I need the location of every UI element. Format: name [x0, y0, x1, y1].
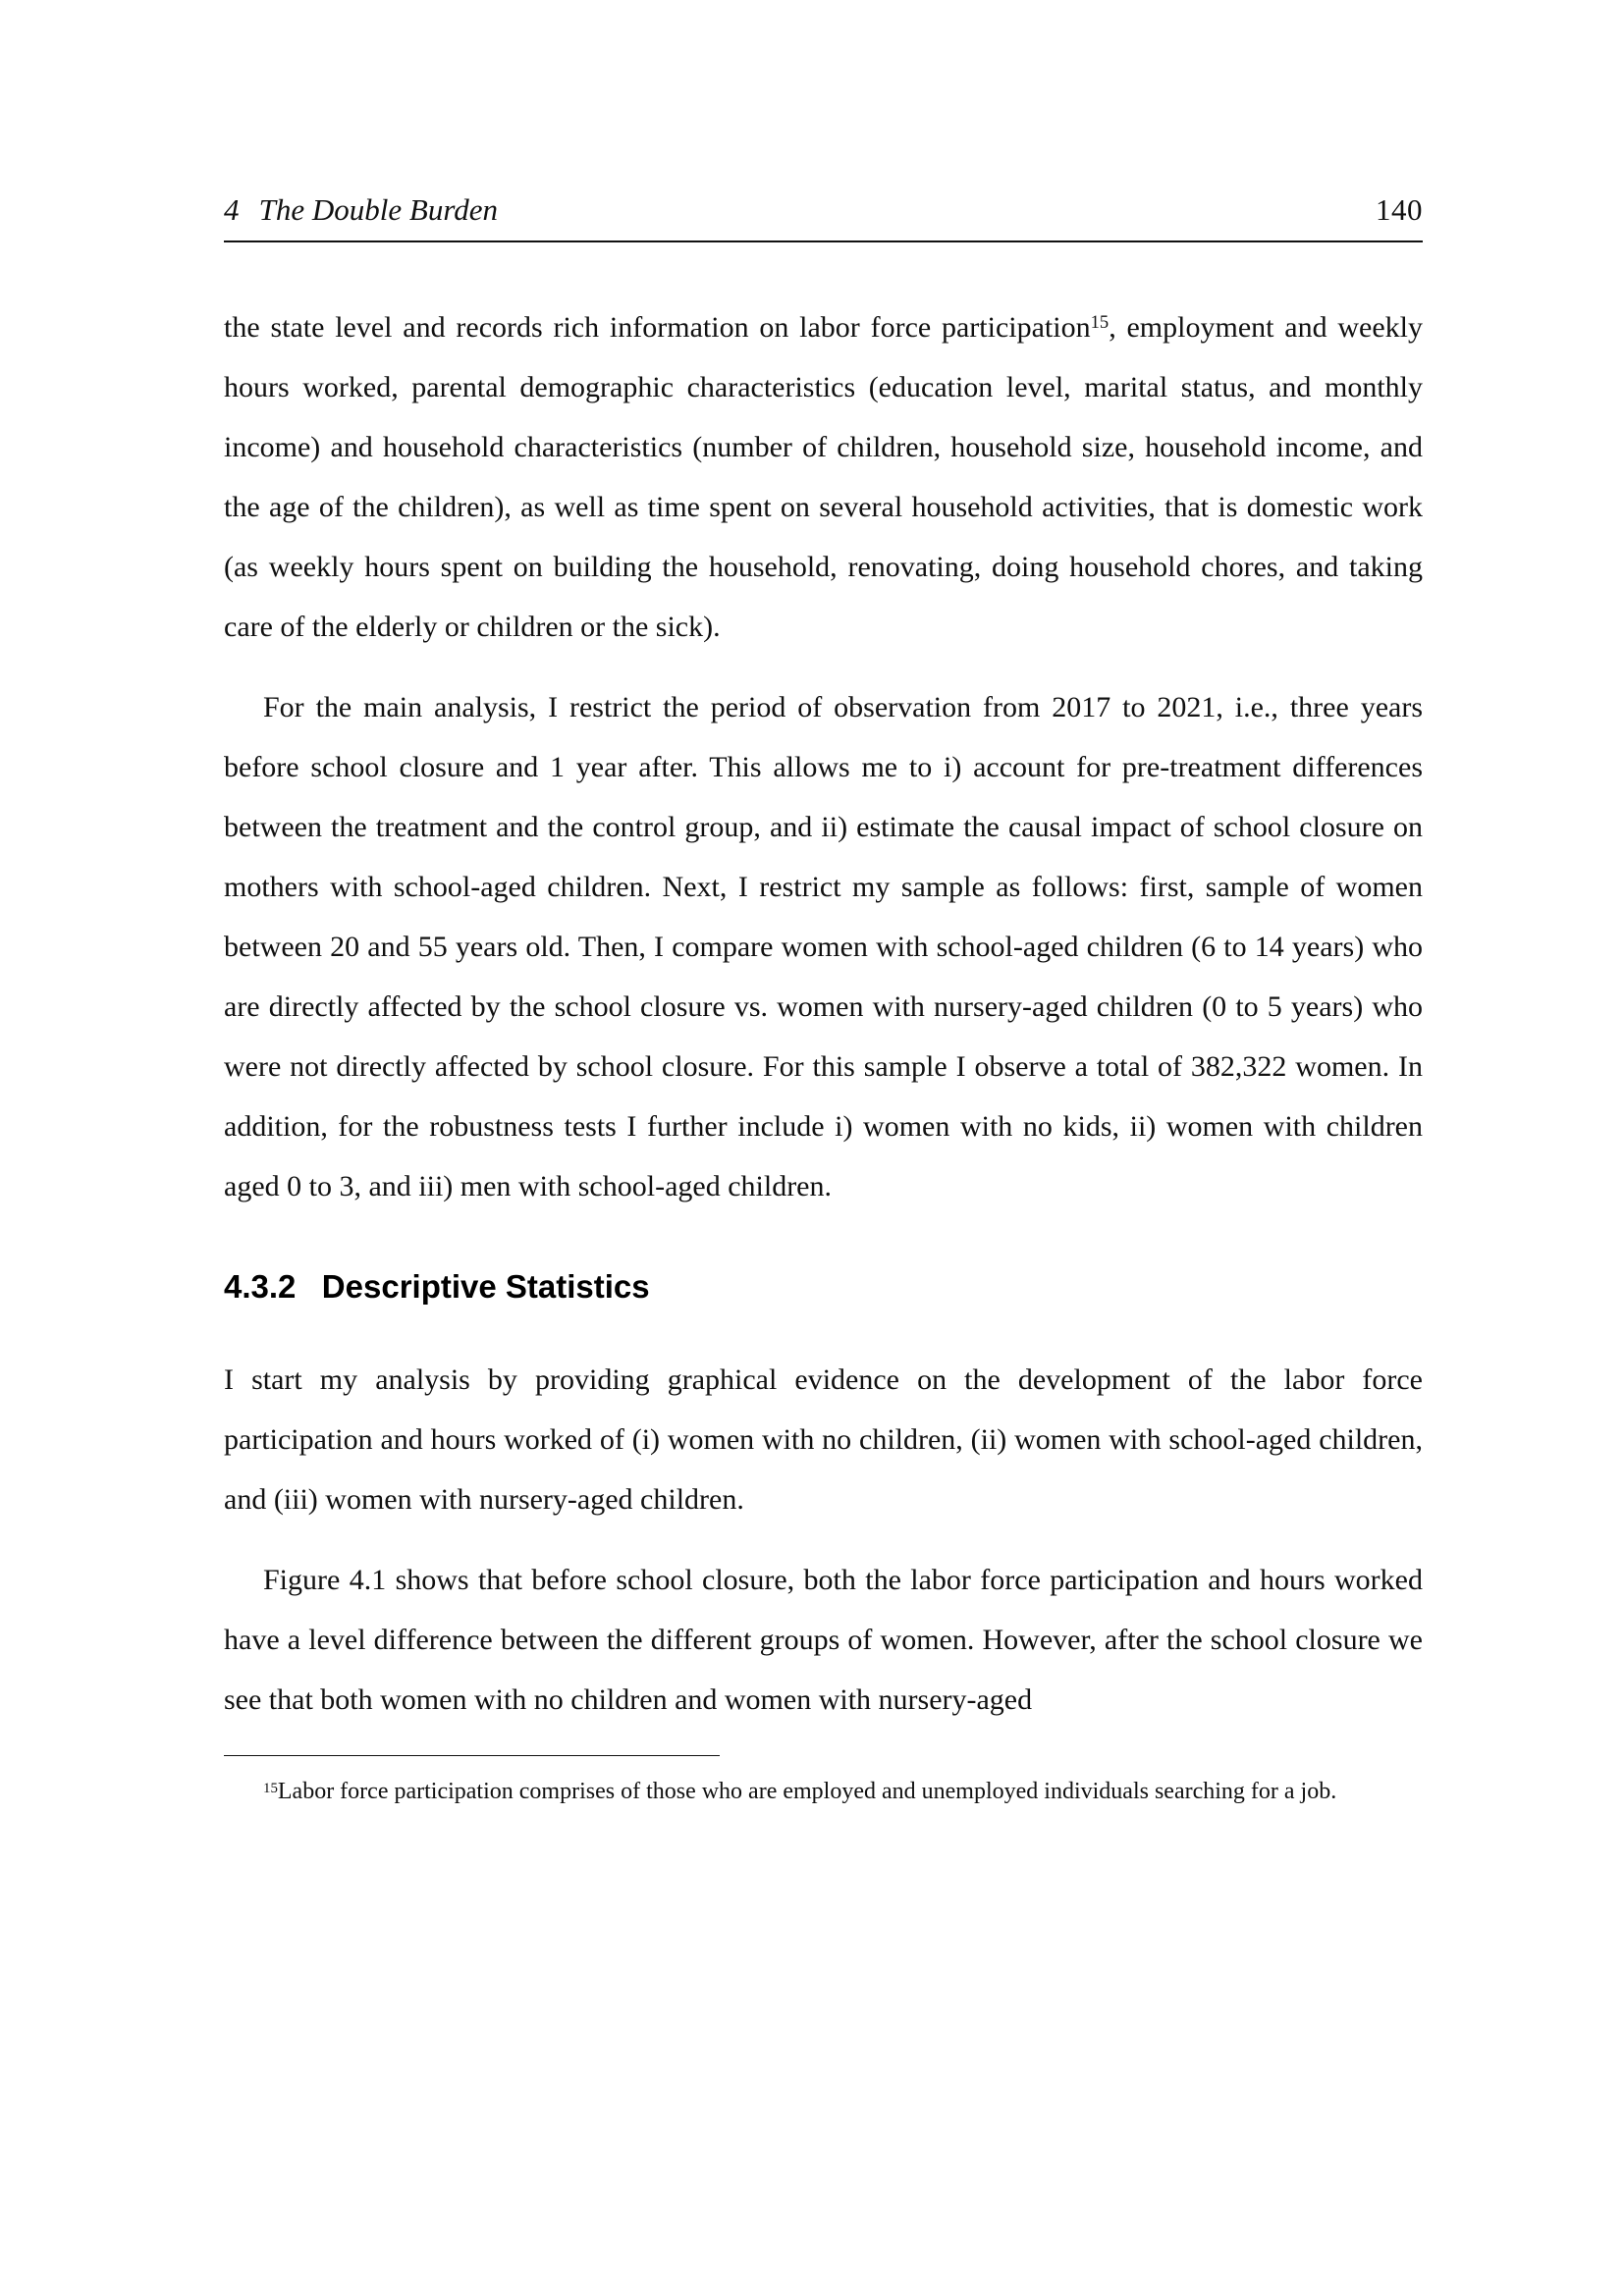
running-header [224, 192, 1423, 228]
chapter-title: The Double Burden [258, 192, 499, 227]
footnote [224, 1773, 1423, 1810]
body-text [224, 297, 1423, 1730]
running-header-title [224, 192, 498, 228]
footnote-block [224, 1755, 1423, 1811]
paragraph-4: Figure 4.1 shows that before school closure, both the labor force participation and hours worked have a level difference between the different groups of women. However, after the school closure we see that both women with no children and women with nursery-aged [224, 1563, 1423, 1716]
paragraph-2: For the main analysis, I restrict the period of observation from 2017 to 2021, i.e., three years before school closure and 1 year after. This allows me to i) account for pre-treatment differences between the treatment and the control group, and ii) estimate the causal impact of school closure on mothers with school-aged children. Next, I restrict my sample as follows: first, sample of women between 20 and 55 years old. Then, I compare women with school-aged children (6 to 14 years) who are directly affected by the school closure vs. women with nursery-aged children (0 to 5 years) who were not directly affected by school closure. For this sample I observe a total of 382,322 women. In addition, for the robustness tests I further include i) women with no kids, ii) women with children aged 0 to 3, and iii) men with school-aged children. [224, 691, 1423, 1202]
page-content [224, 192, 1423, 1810]
page-number: 140 [1376, 192, 1423, 227]
section-heading [224, 1267, 1423, 1307]
paragraph-1-text: the state level and records rich information on labor force participation [224, 311, 1091, 344]
section-number: 4.3.2 [224, 1268, 297, 1305]
footnote-rule [224, 1755, 720, 1757]
paragraph-3: I start my analysis by providing graphical evidence on the development of the labor force participation and hours worked of (i) women with no children, (ii) women with school-aged children, and (iii) women with nursery-aged children. [224, 1362, 1423, 1516]
paragraph-1-text-continued: , employment and weekly hours worked, parental demographic characteristics (education level, marital status, and monthly income) and household characteristics (number of children, household size, household income, and the age of the children), as well as time spent on several household activities, that is domestic work (as weekly hours spent on building the household, renovating, doing household chores, and taking care of the elderly or children or the sick). [224, 311, 1424, 643]
paragraph-1 [224, 297, 1423, 657]
footnote-marker: 15 [263, 1781, 278, 1797]
header-rule [224, 240, 1423, 242]
chapter-number: 4 [224, 192, 240, 227]
section-title: Descriptive Statistics [321, 1268, 650, 1305]
footnote-reference-15: 15 [1090, 311, 1110, 333]
footnote-text: Labor force participation comprises of those who are employed and unemployed individuals searching for a job. [277, 1779, 1337, 1805]
